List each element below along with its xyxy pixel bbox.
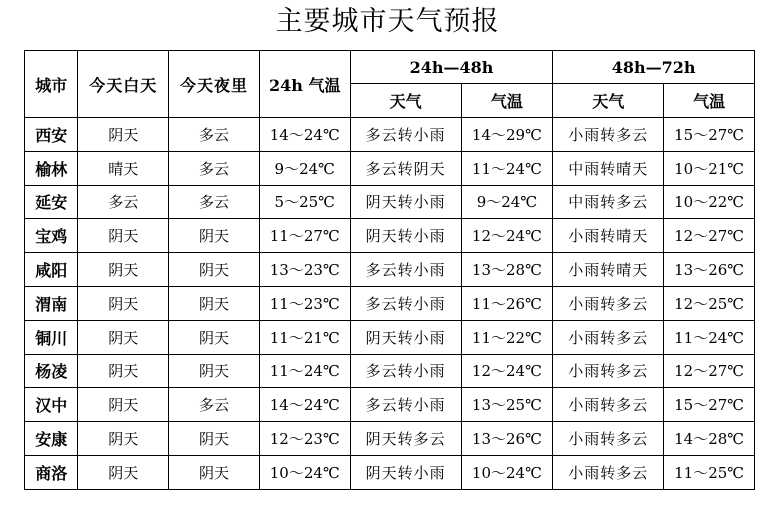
header-temp-48h: 气温 xyxy=(461,84,553,118)
header-temp-24h: 24h 气温 xyxy=(259,51,350,118)
cell-temp-72h: 11～25℃ xyxy=(664,455,755,489)
header-row-1 xyxy=(25,51,755,84)
cell-temp-72h: 11～24℃ xyxy=(664,320,755,354)
cell-weather-72h: 小雨转多云 xyxy=(553,320,664,354)
cell-today-night: 阴天 xyxy=(169,422,260,456)
cell-today-night: 阴天 xyxy=(169,219,260,253)
cell-temp-72h: 10～22℃ xyxy=(664,185,755,219)
cell-today-day: 阴天 xyxy=(78,320,169,354)
header-period-48h: 24h—48h xyxy=(350,51,553,84)
cell-weather-72h: 小雨转多云 xyxy=(553,388,664,422)
cell-city: 宝鸡 xyxy=(25,219,78,253)
cell-weather-72h: 小雨转多云 xyxy=(553,118,664,152)
cell-today-day: 阴天 xyxy=(78,286,169,320)
cell-weather-48h: 多云转小雨 xyxy=(350,388,461,422)
cell-temp-48h: 13～25℃ xyxy=(461,388,553,422)
cell-temp-24h: 13～23℃ xyxy=(259,253,350,287)
cell-temp-48h: 12～24℃ xyxy=(461,354,553,388)
cell-weather-48h: 阴天转小雨 xyxy=(350,185,461,219)
cell-weather-72h: 小雨转晴天 xyxy=(553,253,664,287)
cell-today-night: 阴天 xyxy=(169,455,260,489)
cell-temp-72h: 10～21℃ xyxy=(664,151,755,185)
cell-weather-72h: 小雨转多云 xyxy=(553,422,664,456)
cell-temp-24h: 10～24℃ xyxy=(259,455,350,489)
header-city: 城市 xyxy=(25,51,78,118)
table-row xyxy=(25,219,755,253)
cell-temp-48h: 11～24℃ xyxy=(461,151,553,185)
cell-temp-72h: 12～27℃ xyxy=(664,354,755,388)
cell-temp-24h: 9～24℃ xyxy=(259,151,350,185)
table-row xyxy=(25,151,755,185)
header-today-night: 今天夜里 xyxy=(169,51,260,118)
cell-temp-48h: 11～22℃ xyxy=(461,320,553,354)
cell-temp-24h: 11～27℃ xyxy=(259,219,350,253)
header-today-day: 今天白天 xyxy=(78,51,169,118)
cell-today-day: 多云 xyxy=(78,185,169,219)
cell-today-night: 多云 xyxy=(169,118,260,152)
table-row xyxy=(25,320,755,354)
cell-weather-48h: 阴天转小雨 xyxy=(350,219,461,253)
cell-temp-48h: 9～24℃ xyxy=(461,185,553,219)
table-row xyxy=(25,388,755,422)
cell-temp-72h: 12～25℃ xyxy=(664,286,755,320)
cell-city: 安康 xyxy=(25,422,78,456)
cell-weather-72h: 中雨转晴天 xyxy=(553,151,664,185)
table-row xyxy=(25,118,755,152)
cell-temp-24h: 12～23℃ xyxy=(259,422,350,456)
cell-weather-48h: 多云转小雨 xyxy=(350,253,461,287)
table-row xyxy=(25,185,755,219)
cell-weather-72h: 小雨转多云 xyxy=(553,286,664,320)
cell-city: 榆林 xyxy=(25,151,78,185)
cell-today-day: 晴天 xyxy=(78,151,169,185)
cell-temp-48h: 14～29℃ xyxy=(461,118,553,152)
cell-city: 咸阳 xyxy=(25,253,78,287)
cell-temp-72h: 12～27℃ xyxy=(664,219,755,253)
cell-today-night: 阴天 xyxy=(169,320,260,354)
cell-temp-72h: 15～27℃ xyxy=(664,388,755,422)
cell-temp-72h: 15～27℃ xyxy=(664,118,755,152)
cell-city: 渭南 xyxy=(25,286,78,320)
header-weather-72h: 天气 xyxy=(553,84,664,118)
cell-city: 杨凌 xyxy=(25,354,78,388)
cell-weather-72h: 中雨转多云 xyxy=(553,185,664,219)
cell-city: 商洛 xyxy=(25,455,78,489)
cell-today-day: 阴天 xyxy=(78,219,169,253)
cell-temp-48h: 11～26℃ xyxy=(461,286,553,320)
cell-weather-48h: 多云转小雨 xyxy=(350,354,461,388)
cell-temp-72h: 14～28℃ xyxy=(664,422,755,456)
cell-weather-48h: 阴天转小雨 xyxy=(350,320,461,354)
cell-weather-72h: 小雨转多云 xyxy=(553,455,664,489)
cell-city: 延安 xyxy=(25,185,78,219)
cell-temp-48h: 10～24℃ xyxy=(461,455,553,489)
cell-city: 西安 xyxy=(25,118,78,152)
cell-temp-24h: 11～24℃ xyxy=(259,354,350,388)
forecast-body xyxy=(25,118,755,490)
forecast-table xyxy=(24,50,755,490)
cell-today-night: 阴天 xyxy=(169,286,260,320)
table-row xyxy=(25,253,755,287)
cell-today-day: 阴天 xyxy=(78,118,169,152)
cell-temp-72h: 13～26℃ xyxy=(664,253,755,287)
cell-temp-24h: 14～24℃ xyxy=(259,388,350,422)
page-title: 主要城市天气预报 xyxy=(275,6,500,37)
cell-weather-48h: 多云转小雨 xyxy=(350,286,461,320)
header-weather-48h: 天气 xyxy=(350,84,461,118)
cell-weather-72h: 小雨转多云 xyxy=(553,354,664,388)
cell-temp-48h: 13～28℃ xyxy=(461,253,553,287)
cell-temp-48h: 12～24℃ xyxy=(461,219,553,253)
header-period-72h: 48h—72h xyxy=(553,51,755,84)
cell-city: 汉中 xyxy=(25,388,78,422)
table-row xyxy=(25,455,755,489)
table-row xyxy=(25,286,755,320)
cell-today-day: 阴天 xyxy=(78,388,169,422)
cell-temp-24h: 11～23℃ xyxy=(259,286,350,320)
cell-weather-48h: 阴天转小雨 xyxy=(350,455,461,489)
cell-weather-48h: 多云转阴天 xyxy=(350,151,461,185)
cell-today-night: 多云 xyxy=(169,388,260,422)
cell-weather-72h: 小雨转晴天 xyxy=(553,219,664,253)
table-row xyxy=(25,354,755,388)
cell-today-night: 多云 xyxy=(169,185,260,219)
header-temp-72h: 气温 xyxy=(664,84,755,118)
cell-today-night: 多云 xyxy=(169,151,260,185)
cell-today-night: 阴天 xyxy=(169,253,260,287)
cell-weather-48h: 多云转小雨 xyxy=(350,118,461,152)
cell-today-day: 阴天 xyxy=(78,253,169,287)
cell-temp-48h: 13～26℃ xyxy=(461,422,553,456)
table-row xyxy=(25,422,755,456)
cell-today-day: 阴天 xyxy=(78,354,169,388)
cell-today-night: 阴天 xyxy=(169,354,260,388)
cell-today-day: 阴天 xyxy=(78,455,169,489)
cell-temp-24h: 14～24℃ xyxy=(259,118,350,152)
cell-weather-48h: 阴天转多云 xyxy=(350,422,461,456)
cell-temp-24h: 11～21℃ xyxy=(259,320,350,354)
cell-today-day: 阴天 xyxy=(78,422,169,456)
cell-city: 铜川 xyxy=(25,320,78,354)
cell-temp-24h: 5～25℃ xyxy=(259,185,350,219)
